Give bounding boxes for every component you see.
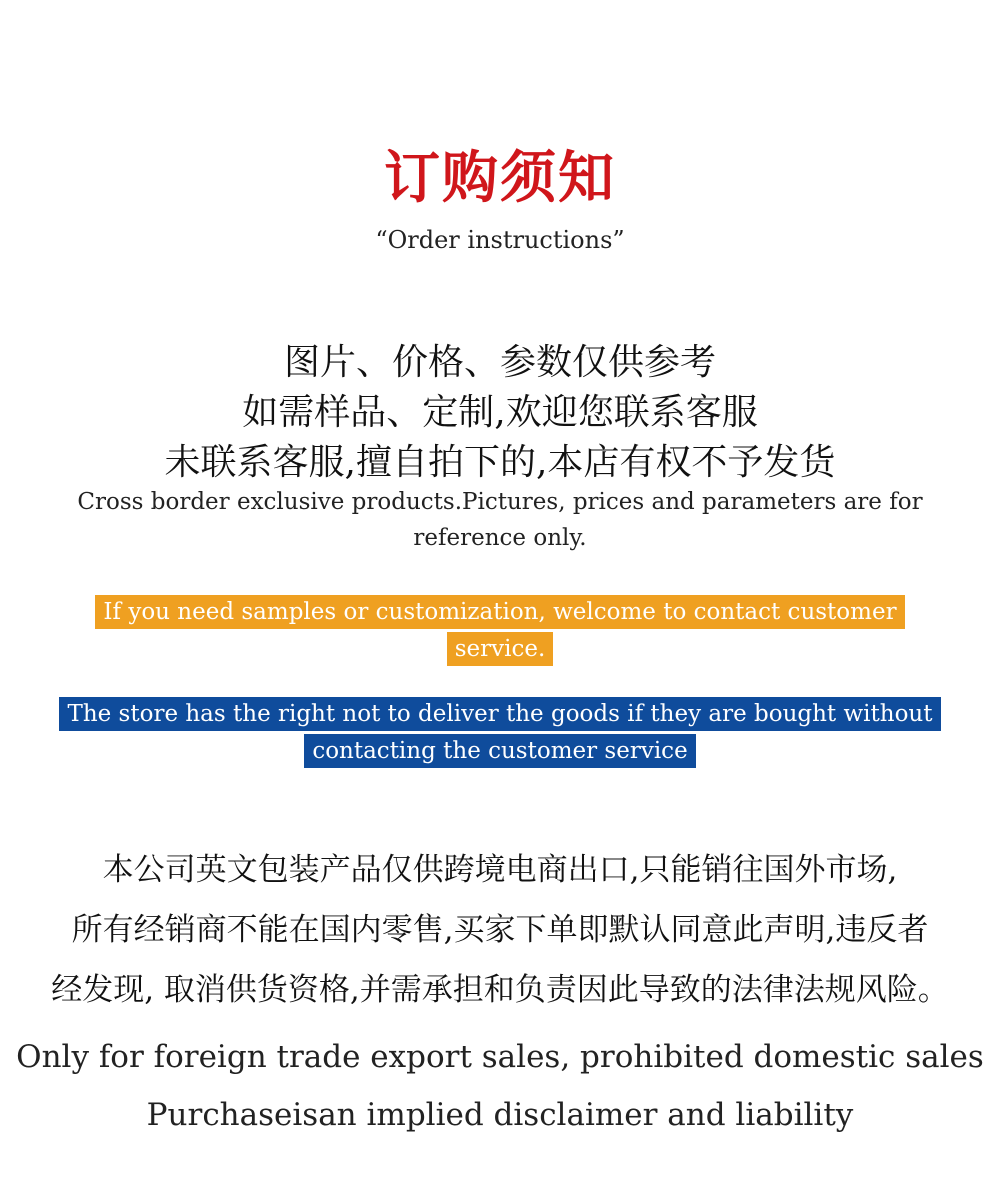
disclaimer-en-line: Purchaseisan implied disclaimer and liability bbox=[146, 1097, 854, 1133]
page-subtitle: “Order instructions” bbox=[375, 226, 625, 254]
disclaimer-chinese bbox=[0, 840, 1000, 1020]
notice-chinese bbox=[0, 338, 1000, 488]
disclaimer-cn-line: 本公司英文包装产品仅供跨境电商出口,只能销往国外市场, bbox=[102, 852, 898, 888]
samples-highlight-line: service. bbox=[447, 632, 554, 666]
disclaimer-cn-line: 经发现, 取消供货资格,并需承担和负责因此导致的法律法规风险。 bbox=[51, 972, 949, 1008]
page-title: 订购须知 bbox=[384, 145, 616, 211]
notice-cn-line: 图片、价格、参数仅供参考 bbox=[283, 342, 716, 383]
disclaimer-english bbox=[0, 1028, 1000, 1144]
disclaimer-cn-line: 所有经销商不能在国内零售,买家下单即默认同意此声明,违反者 bbox=[71, 912, 929, 948]
delivery-highlight-line: contacting the customer service bbox=[304, 734, 695, 768]
notice-cn-line: 未联系客服,擅自拍下的,本店有权不予发货 bbox=[164, 442, 836, 483]
disclaimer-en-line: Only for foreign trade export sales, prohibited domestic sales bbox=[16, 1039, 984, 1075]
delivery-highlight bbox=[0, 696, 1000, 770]
notice-cn-line: 如需样品、定制,欢迎您联系客服 bbox=[242, 392, 758, 433]
delivery-highlight-line: The store has the right not to deliver the goods if they are bought without bbox=[59, 697, 940, 731]
notice-english: Cross border exclusive products.Pictures, prices and parameters are for reference only. bbox=[77, 489, 923, 551]
samples-highlight-line: If you need samples or customization, welcome to contact customer bbox=[95, 595, 904, 629]
samples-highlight bbox=[0, 594, 1000, 668]
